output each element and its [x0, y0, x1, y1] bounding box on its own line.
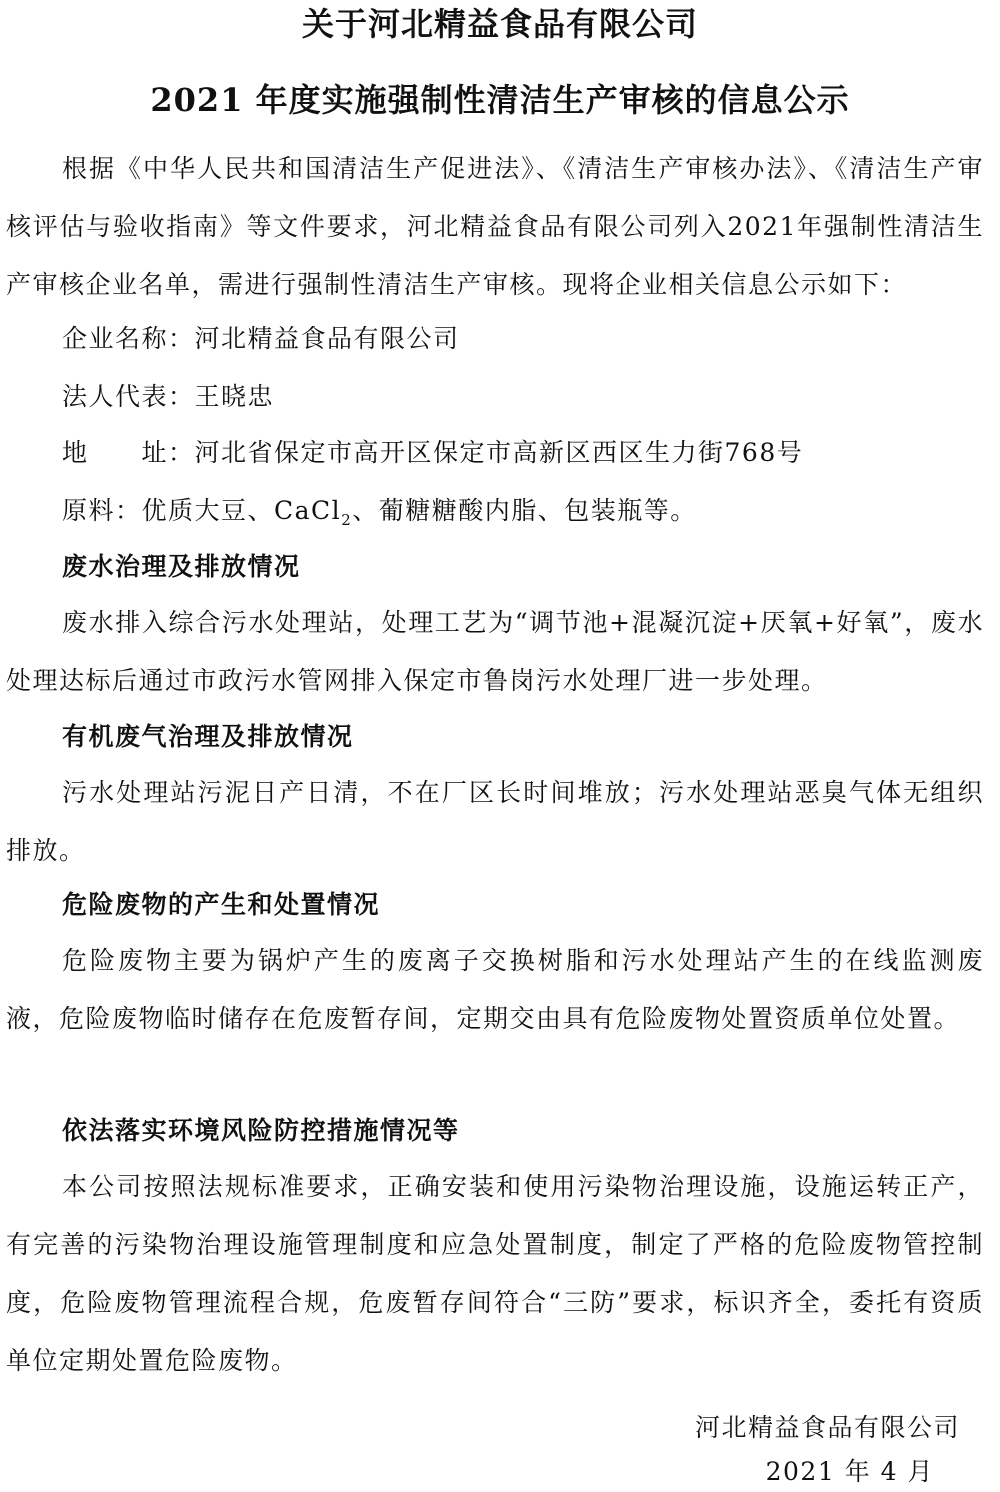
section-body-risk-control: 本公司按照法规标准要求，正确安装和使用污染物治理设施，设施运转正产，有完善的污染物治理设施管理制度和应急处置制度，制定了严格的危险废物管控制度，危险废物管理流程合规，危废暂存间符合“三防”要求，标识齐全，委托有资质单位定期处置危险废物。	[6, 1172, 984, 1375]
signature-date: 2021 年 4 月	[765, 1457, 934, 1486]
company-name-value: 河北精益食品有限公司	[194, 324, 460, 353]
address-row	[62, 424, 803, 482]
materials-value-part-2: 、葡糖糖酸内脂、包装瓶等。	[352, 496, 697, 525]
materials-value-part-1: 优质大豆、CaCl	[141, 496, 342, 525]
signature-company: 河北精益食品有限公司	[694, 1413, 960, 1442]
section-body-organic-gas: 污水处理站污泥日产日清，不在厂区长时间堆放；污水处理站恶臭气体无组织排放。	[6, 778, 984, 865]
document-title-line-2: 2021 年度实施强制性清洁生产审核的信息公示	[150, 81, 850, 119]
company-name-label: 企业名称：	[62, 324, 195, 353]
section-heading-risk-control: 依法落实环境风险防控措施情况等	[62, 1116, 460, 1145]
section-heading-wastewater: 废水治理及排放情况	[62, 552, 301, 581]
address-label: 地 址：	[62, 438, 195, 467]
legal-representative-value: 王晓忠	[194, 382, 275, 411]
company-name-row	[62, 310, 460, 368]
document-title-line-1: 关于河北精益食品有限公司	[301, 5, 698, 43]
materials-subscript: 2	[341, 511, 353, 529]
materials-label: 原料：	[62, 496, 142, 525]
address-value: 河北省保定市高开区保定市高新区西区生力街768号	[194, 438, 804, 467]
section-body-hazardous-waste: 危险废物主要为锅炉产生的废离子交换树脂和污水处理站产生的在线监测废液，危险废物临时储存在危废暂存间，定期交由具有危险废物处置资质单位处置。	[6, 946, 984, 1033]
section-body-wastewater: 废水排入综合污水处理站，处理工艺为“调节池+混凝沉淀+厌氧+好氧”，废水处理达标后通过市政污水管网排入保定市鲁岗污水处理厂进一步处理。	[6, 608, 984, 695]
legal-representative-row	[62, 368, 274, 426]
section-heading-organic-gas: 有机废气治理及排放情况	[62, 722, 354, 751]
legal-representative-label: 法人代表：	[62, 382, 195, 411]
section-heading-hazardous-waste: 危险废物的产生和处置情况	[62, 890, 381, 919]
intro-paragraph: 根据《中华人民共和国清洁生产促进法》、《清洁生产审核办法》、《清洁生产审核评估与验收指南》等文件要求，河北精益食品有限公司列入2021年强制性清洁生产审核企业名单，需进行强制性清洁生产审核。现将企业相关信息公示如下：	[6, 154, 984, 299]
